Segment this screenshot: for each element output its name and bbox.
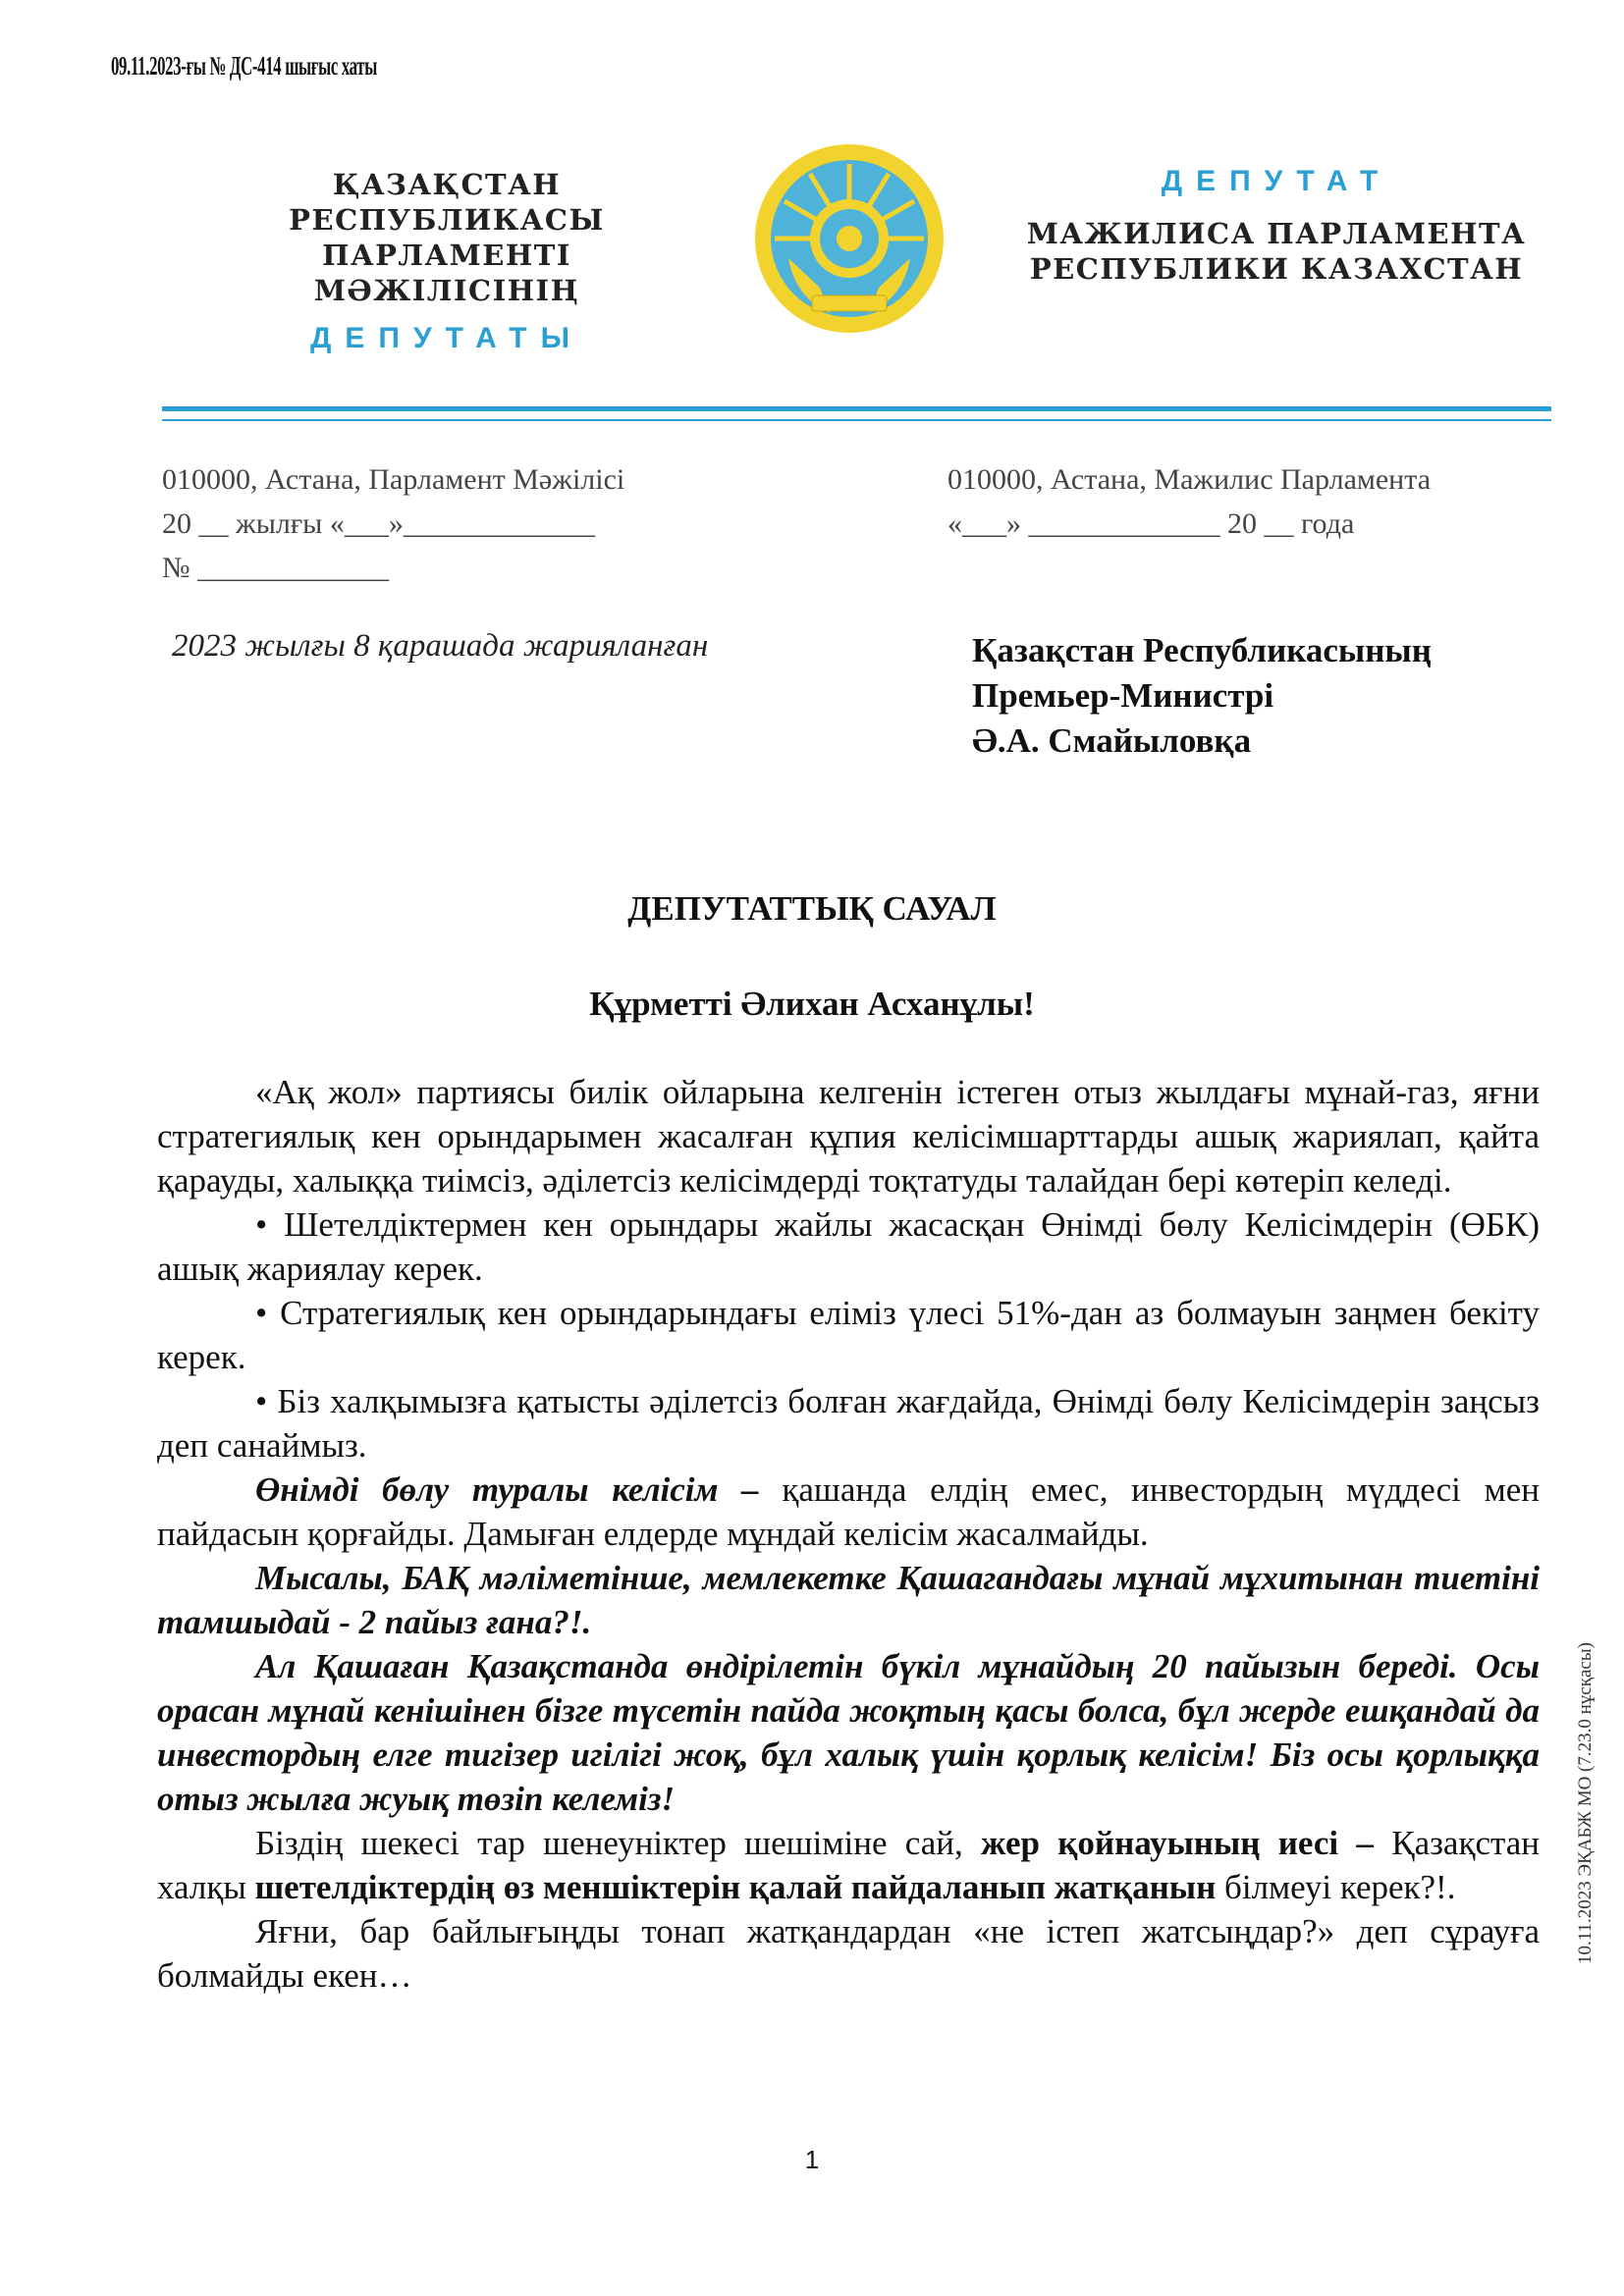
- salutation: Құрметті Әлихан Асханұлы!: [589, 985, 1035, 1023]
- body-emphasis: Өнімді бөлу туралы келісім –: [255, 1470, 759, 1509]
- header-right-line2: РЕСПУБЛИКИ КАЗАХСТАН: [1029, 252, 1524, 286]
- registration-mark: 09.11.2023-ғы № ДС-414 шығыс хаты: [111, 51, 377, 80]
- bullet-item: • Біз халқымызға қатысты әділетсіз болған жағдайда, Өнімді бөлу Келісімдерін заңсыз деп санаймыз.: [157, 1382, 1540, 1465]
- address-right: [947, 457, 1431, 546]
- header-divider-thick: [162, 406, 1551, 411]
- address-right-line2: «___» _____________ 20 __ года: [947, 507, 1355, 540]
- address-right-line1: 010000, Астана, Мажилис Парламента: [947, 463, 1432, 496]
- body-paragraph: [157, 1468, 1540, 1556]
- body-paragraph-emphasis: Мысалы, БАҚ мәліметінше, мемлекетке Қашагандағы мұнай мұхитынан тиетіні тамшыдай - 2 пайыз ғана?!.: [157, 1559, 1540, 1641]
- body-paragraph: [157, 1821, 1540, 1909]
- recipient-line3: Ә.А. Смайыловқа: [972, 721, 1252, 760]
- header-right-line1: МАЖИЛИСА ПАРЛАМЕНТА: [1026, 217, 1527, 250]
- recipient-block: [972, 628, 1432, 764]
- address-left: [162, 457, 624, 590]
- recipient-line1: Қазақстан Республикасының: [972, 631, 1432, 669]
- side-system-stamp: 10.11.2023 ЭҚАБЖ МО (7.23.0 нұсқасы): [1575, 1642, 1596, 1964]
- body-text-run: қашанда елдің емес, инвестордың мүддесі мен пайдасын қорғайды. Дамыған елдерде мұндай келісім жасалмайды.: [157, 1470, 1541, 1553]
- address-left-line2: 20 __ жылғы «___»_____________: [162, 507, 595, 540]
- header-divider-thin: [162, 419, 1551, 421]
- body-paragraph-emphasis: Ал Қашаған Қазақстанда өндірілетін бүкіл мұнайдың 20 пайызын береді. Осы орасан мұнай кенішінен бізге түсетін пайда жоқтың қасы болса, бұл жерде ешқандай да инвестордың елге тигізер игілігі жоқ, бұл халық үшін қорлық келісім! Біз осы қорлыққа отыз жылға жуық төзіп келеміз!: [157, 1647, 1540, 1818]
- kazakhstan-emblem-icon: [751, 140, 947, 337]
- body-paragraph: Яғни, бар байлығыңды тонап жатқандардан «не істеп жатсыңдар?» деп сұрауға болмайды екен…: [157, 1912, 1540, 1995]
- body-paragraph: «Ақ жол» партиясы билік ойларына келгенін істеген отыз жылдағы мұнай-газ, яғни стратегиялық кен орындарымен жасалған құпия келісімшарттарды ашық жариялап, қайта қарауды, халыққа тиімсіз, әділетсіз келісімдерді тоқтатуды талайдан бері көтеріп келеді.: [157, 1073, 1540, 1200]
- address-left-line3: № _____________: [162, 552, 390, 584]
- document-title: ДЕПУТАТТЫҚ САУАЛ: [627, 889, 997, 928]
- body-emphasis: жер қойнауының иесі –: [981, 1824, 1374, 1862]
- recipient-line2: Премьер-Министрі: [972, 676, 1274, 715]
- body-text-run: білмеуі керек?!.: [1216, 1868, 1456, 1906]
- header-left-block: [187, 167, 707, 355]
- bullet-item: • Стратегиялық кен орындарындағы еліміз үлесі 51%-дан аз болмауын заңмен бекіту керек.: [157, 1294, 1540, 1376]
- page-number: 1: [804, 2145, 820, 2174]
- header-left-line2: ПАРЛАМЕНТІ МӘЖІЛІСІНІҢ: [313, 239, 580, 307]
- body-emphasis: шетелдіктердің өз меншіктерін қалай пайдаланып жатқанын: [254, 1868, 1217, 1906]
- body-text-run: Қазақстан халқы: [157, 1824, 1540, 1906]
- letter-body: [157, 1070, 1540, 1998]
- bullet-item: • Шетелдіктермен кен орындары жайлы жасасқан Өнімді бөлу Келісімдерін (ӨБК) ашық жариялау керек.: [157, 1205, 1540, 1288]
- body-text-run: Біздің шекесі тар шенеуніктер шешіміне сай,: [255, 1824, 982, 1862]
- header-right-title: ДЕПУТАТ: [1161, 165, 1392, 197]
- header-left-title: ДЕПУТАТЫ: [310, 322, 583, 354]
- header-left-line1: ҚАЗАҚСТАН РЕСПУБЛИКАСЫ: [289, 168, 605, 237]
- publication-note: 2023 жылғы 8 қарашада жарияланған: [172, 628, 709, 664]
- address-left-line1: 010000, Астана, Парламент Мәжілісі: [162, 463, 625, 496]
- header-right-block: [1021, 165, 1532, 287]
